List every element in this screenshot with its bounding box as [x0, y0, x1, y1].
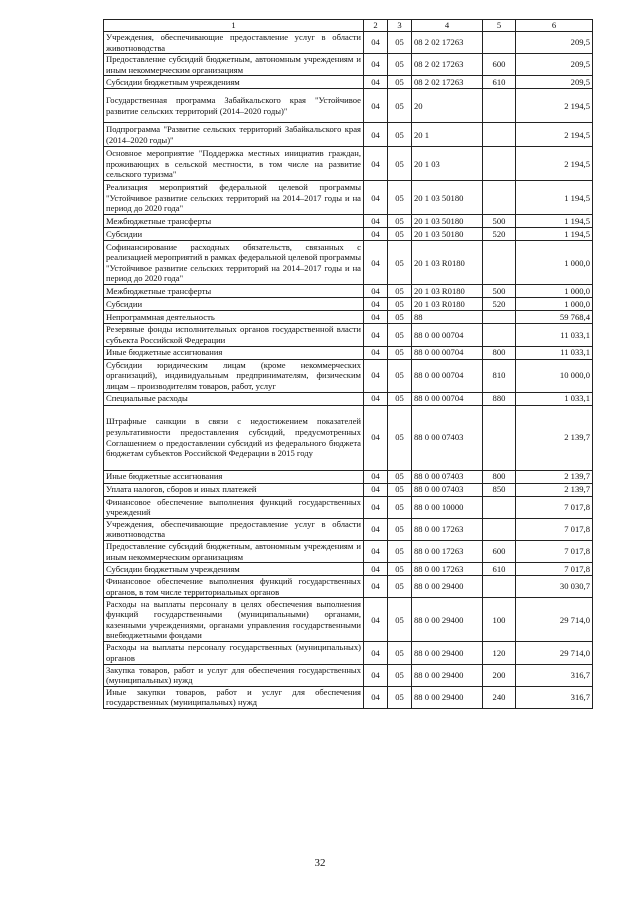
header-col-6: 6: [516, 20, 593, 32]
cell-csr: 88 0 00 29400: [412, 576, 483, 598]
cell-pr: 05: [388, 518, 412, 540]
cell-name: Государственная программа Забайкальского края "Устойчивое развитие сельских территорий (2014–2020 годы)": [104, 89, 364, 123]
cell-vr: 520: [483, 228, 516, 241]
cell-name: Межбюджетные трансферты: [104, 215, 364, 228]
cell-csr: 88 0 00 07403: [412, 405, 483, 470]
cell-name: Специальные расходы: [104, 392, 364, 405]
cell-name: Иные бюджетные ассигнования: [104, 470, 364, 483]
table-row: [104, 642, 593, 664]
header-col-4: 4: [412, 20, 483, 32]
cell-pr: 05: [388, 470, 412, 483]
cell-name: Закупка товаров, работ и услуг для обеспечения государственных (муниципальных) нужд: [104, 664, 364, 686]
cell-rz: 04: [364, 483, 388, 496]
cell-pr: 05: [388, 76, 412, 89]
cell-rz: 04: [364, 311, 388, 324]
cell-vr: 500: [483, 285, 516, 298]
cell-sum: 209,5: [516, 32, 593, 54]
header-col-1: 1: [104, 20, 364, 32]
cell-name: Штрафные санкции в связи с недостижением показателей результативности предоставления субсидий, предусмотренных Соглашением о предоставлении субсидий из федерального бюджета бюджетам субъектов Российской Федерации в 2015 году: [104, 405, 364, 470]
cell-rz: 04: [364, 598, 388, 642]
cell-sum: 2 139,7: [516, 483, 593, 496]
header-col-3: 3: [388, 20, 412, 32]
cell-name: Подпрограмма "Развитие сельских территорий Забайкальского края (2014–2020 годы)": [104, 123, 364, 147]
cell-sum: 2 139,7: [516, 405, 593, 470]
cell-rz: 04: [364, 298, 388, 311]
cell-pr: 05: [388, 298, 412, 311]
cell-rz: 04: [364, 470, 388, 483]
cell-name: Софинансирование расходных обязательств, связанных с реализацией мероприятий в рамках федеральной целевой программы "Устойчивое развитие сельских территорий на 2014–2017 годы и на период до 2020 года": [104, 241, 364, 285]
cell-rz: 04: [364, 346, 388, 359]
table-row: [104, 147, 593, 181]
cell-pr: 05: [388, 147, 412, 181]
cell-sum: 7 017,8: [516, 496, 593, 518]
cell-vr: 610: [483, 76, 516, 89]
cell-rz: 04: [364, 147, 388, 181]
cell-pr: 05: [388, 215, 412, 228]
cell-rz: 04: [364, 324, 388, 346]
table-row: [104, 563, 593, 576]
cell-rz: 04: [364, 76, 388, 89]
table-row: [104, 228, 593, 241]
cell-sum: 29 714,0: [516, 598, 593, 642]
cell-rz: 04: [364, 392, 388, 405]
cell-csr: 20 1 03: [412, 147, 483, 181]
cell-sum: 1 000,0: [516, 285, 593, 298]
cell-sum: 1 033,1: [516, 392, 593, 405]
cell-pr: 05: [388, 496, 412, 518]
cell-rz: 04: [364, 686, 388, 708]
cell-vr: 600: [483, 540, 516, 562]
cell-csr: 88 0 00 29400: [412, 664, 483, 686]
cell-csr: 88 0 00 10000: [412, 496, 483, 518]
cell-rz: 04: [364, 359, 388, 392]
table-row: [104, 576, 593, 598]
cell-vr: [483, 311, 516, 324]
cell-csr: 88 0 00 00704: [412, 392, 483, 405]
cell-csr: 20: [412, 89, 483, 123]
cell-pr: 05: [388, 563, 412, 576]
cell-csr: 88 0 00 00704: [412, 324, 483, 346]
cell-csr: 88 0 00 29400: [412, 686, 483, 708]
cell-sum: 59 768,4: [516, 311, 593, 324]
table-header-row: [104, 20, 593, 32]
cell-pr: 05: [388, 664, 412, 686]
cell-vr: [483, 496, 516, 518]
table-row: [104, 32, 593, 54]
table-row: [104, 298, 593, 311]
cell-pr: 05: [388, 483, 412, 496]
cell-pr: 05: [388, 392, 412, 405]
cell-pr: 05: [388, 405, 412, 470]
cell-vr: [483, 147, 516, 181]
table-row: [104, 518, 593, 540]
cell-pr: 05: [388, 228, 412, 241]
cell-csr: 20 1 03 50180: [412, 181, 483, 215]
cell-sum: 316,7: [516, 686, 593, 708]
cell-sum: 30 030,7: [516, 576, 593, 598]
cell-rz: 04: [364, 540, 388, 562]
cell-vr: 120: [483, 642, 516, 664]
table-row: [104, 54, 593, 76]
cell-sum: 1 194,5: [516, 228, 593, 241]
cell-csr: 08 2 02 17263: [412, 54, 483, 76]
cell-vr: [483, 32, 516, 54]
table-row: [104, 483, 593, 496]
cell-pr: 05: [388, 311, 412, 324]
cell-csr: 20 1 03 R0180: [412, 285, 483, 298]
cell-vr: 810: [483, 359, 516, 392]
header-col-2: 2: [364, 20, 388, 32]
table-row: [104, 76, 593, 89]
cell-pr: 05: [388, 576, 412, 598]
cell-pr: 05: [388, 181, 412, 215]
cell-csr: 88 0 00 17263: [412, 540, 483, 562]
cell-name: Субсидии бюджетным учреждениям: [104, 76, 364, 89]
cell-csr: 20 1 03 50180: [412, 228, 483, 241]
cell-rz: 04: [364, 32, 388, 54]
cell-vr: 100: [483, 598, 516, 642]
cell-vr: [483, 89, 516, 123]
table-row: [104, 540, 593, 562]
cell-pr: 05: [388, 54, 412, 76]
cell-pr: 05: [388, 89, 412, 123]
cell-csr: 88 0 00 07403: [412, 470, 483, 483]
page-number: 32: [314, 857, 326, 869]
table-row: [104, 89, 593, 123]
cell-sum: 2 139,7: [516, 470, 593, 483]
cell-name: Учреждения, обеспечивающие предоставление услуг в области животноводства: [104, 32, 364, 54]
cell-csr: 88 0 00 17263: [412, 563, 483, 576]
cell-pr: 05: [388, 359, 412, 392]
cell-csr: 20 1: [412, 123, 483, 147]
cell-csr: 88 0 00 29400: [412, 642, 483, 664]
table-row: [104, 470, 593, 483]
cell-csr: 88: [412, 311, 483, 324]
cell-pr: 05: [388, 241, 412, 285]
cell-sum: 2 194,5: [516, 147, 593, 181]
cell-rz: 04: [364, 664, 388, 686]
cell-csr: 88 0 00 00704: [412, 359, 483, 392]
cell-name: Субсидии бюджетным учреждениям: [104, 563, 364, 576]
cell-sum: 10 000,0: [516, 359, 593, 392]
cell-name: Субсидии: [104, 298, 364, 311]
table-row: [104, 311, 593, 324]
table-row: [104, 285, 593, 298]
cell-rz: 04: [364, 241, 388, 285]
cell-name: Непрограммная деятельность: [104, 311, 364, 324]
cell-name: Финансовое обеспечение выполнения функций государственных учреждений: [104, 496, 364, 518]
cell-name: Основное мероприятие "Поддержка местных инициатив граждан, проживающих в сельской местности, в том числе на развитие сельского туризма": [104, 147, 364, 181]
cell-vr: 600: [483, 54, 516, 76]
cell-vr: [483, 576, 516, 598]
cell-vr: [483, 181, 516, 215]
table-row: [104, 496, 593, 518]
table-row: [104, 664, 593, 686]
cell-vr: [483, 324, 516, 346]
cell-name: Иные закупки товаров, работ и услуг для обеспечения государственных (муниципальных) нужд: [104, 686, 364, 708]
cell-vr: 240: [483, 686, 516, 708]
cell-sum: 2 194,5: [516, 123, 593, 147]
cell-pr: 05: [388, 32, 412, 54]
cell-name: Реализация мероприятий федеральной целевой программы "Устойчивое развитие сельских территорий на 2014–2017 годы и на период до 2020 года": [104, 181, 364, 215]
cell-sum: 7 017,8: [516, 518, 593, 540]
cell-name: Финансовое обеспечение выполнения функций государственных органов, в том числе территориальных органов: [104, 576, 364, 598]
header-col-5: 5: [483, 20, 516, 32]
cell-vr: [483, 518, 516, 540]
cell-csr: 08 2 02 17263: [412, 32, 483, 54]
cell-vr: 880: [483, 392, 516, 405]
cell-rz: 04: [364, 123, 388, 147]
cell-sum: 316,7: [516, 664, 593, 686]
cell-sum: 2 194,5: [516, 89, 593, 123]
cell-sum: 1 000,0: [516, 298, 593, 311]
cell-pr: 05: [388, 123, 412, 147]
table-row: [104, 346, 593, 359]
table-row: [104, 405, 593, 470]
cell-vr: [483, 241, 516, 285]
cell-sum: 1 194,5: [516, 181, 593, 215]
cell-rz: 04: [364, 576, 388, 598]
cell-name: Резервные фонды исполнительных органов государственной власти субъекта Российской Федерации: [104, 324, 364, 346]
cell-vr: 800: [483, 470, 516, 483]
cell-vr: 500: [483, 215, 516, 228]
cell-name: Уплата налогов, сборов и иных платежей: [104, 483, 364, 496]
cell-sum: 11 033,1: [516, 324, 593, 346]
cell-rz: 04: [364, 215, 388, 228]
cell-sum: 7 017,8: [516, 563, 593, 576]
table-row: [104, 359, 593, 392]
cell-csr: 88 0 00 17263: [412, 518, 483, 540]
cell-name: Иные бюджетные ассигнования: [104, 346, 364, 359]
cell-rz: 04: [364, 405, 388, 470]
table-row: [104, 686, 593, 708]
cell-name: Учреждения, обеспечивающие предоставление услуг в области животноводства: [104, 518, 364, 540]
cell-rz: 04: [364, 642, 388, 664]
cell-csr: 20 1 03 R0180: [412, 241, 483, 285]
cell-rz: 04: [364, 563, 388, 576]
cell-name: Расходы на выплаты персоналу в целях обеспечения выполнения функций государственными (муниципальными) органами, казенными учреждениями, органами управления государственными внебюджетными фондами: [104, 598, 364, 642]
cell-csr: 20 1 03 R0180: [412, 298, 483, 311]
cell-name: Предоставление субсидий бюджетным, автономным учреждениям и иным некоммерческим организациям: [104, 54, 364, 76]
cell-name: Субсидии: [104, 228, 364, 241]
cell-vr: 200: [483, 664, 516, 686]
cell-vr: 800: [483, 346, 516, 359]
cell-rz: 04: [364, 285, 388, 298]
cell-sum: 7 017,8: [516, 540, 593, 562]
cell-sum: 1 194,5: [516, 215, 593, 228]
cell-pr: 05: [388, 598, 412, 642]
cell-csr: 88 0 00 07403: [412, 483, 483, 496]
cell-pr: 05: [388, 540, 412, 562]
cell-name: Субсидии юридическим лицам (кроме некоммерческих организаций), индивидуальным предпринимателям, физическим лицам – производителям товаров, работ, услуг: [104, 359, 364, 392]
table-row: [104, 392, 593, 405]
cell-name: Предоставление субсидий бюджетным, автономным учреждениям и иным некоммерческим организациям: [104, 540, 364, 562]
table-row: [104, 215, 593, 228]
cell-csr: 08 2 02 17263: [412, 76, 483, 89]
cell-sum: 29 714,0: [516, 642, 593, 664]
table-row: [104, 123, 593, 147]
cell-rz: 04: [364, 54, 388, 76]
table-row: [104, 181, 593, 215]
cell-rz: 04: [364, 181, 388, 215]
cell-vr: [483, 405, 516, 470]
cell-csr: 88 0 00 00704: [412, 346, 483, 359]
cell-sum: 209,5: [516, 76, 593, 89]
cell-sum: 209,5: [516, 54, 593, 76]
cell-vr: 850: [483, 483, 516, 496]
cell-name: Расходы на выплаты персоналу государственных (муниципальных) органов: [104, 642, 364, 664]
table-row: [104, 324, 593, 346]
cell-rz: 04: [364, 89, 388, 123]
cell-pr: 05: [388, 285, 412, 298]
cell-rz: 04: [364, 518, 388, 540]
cell-sum: 1 000,0: [516, 241, 593, 285]
cell-vr: 520: [483, 298, 516, 311]
cell-pr: 05: [388, 642, 412, 664]
cell-name: Межбюджетные трансферты: [104, 285, 364, 298]
cell-pr: 05: [388, 686, 412, 708]
cell-csr: 88 0 00 29400: [412, 598, 483, 642]
budget-table: [103, 19, 593, 709]
cell-vr: 610: [483, 563, 516, 576]
table-row: [104, 241, 593, 285]
table-row: [104, 598, 593, 642]
cell-csr: 20 1 03 50180: [412, 215, 483, 228]
cell-rz: 04: [364, 496, 388, 518]
cell-rz: 04: [364, 228, 388, 241]
cell-vr: [483, 123, 516, 147]
cell-pr: 05: [388, 324, 412, 346]
cell-sum: 11 033,1: [516, 346, 593, 359]
cell-pr: 05: [388, 346, 412, 359]
